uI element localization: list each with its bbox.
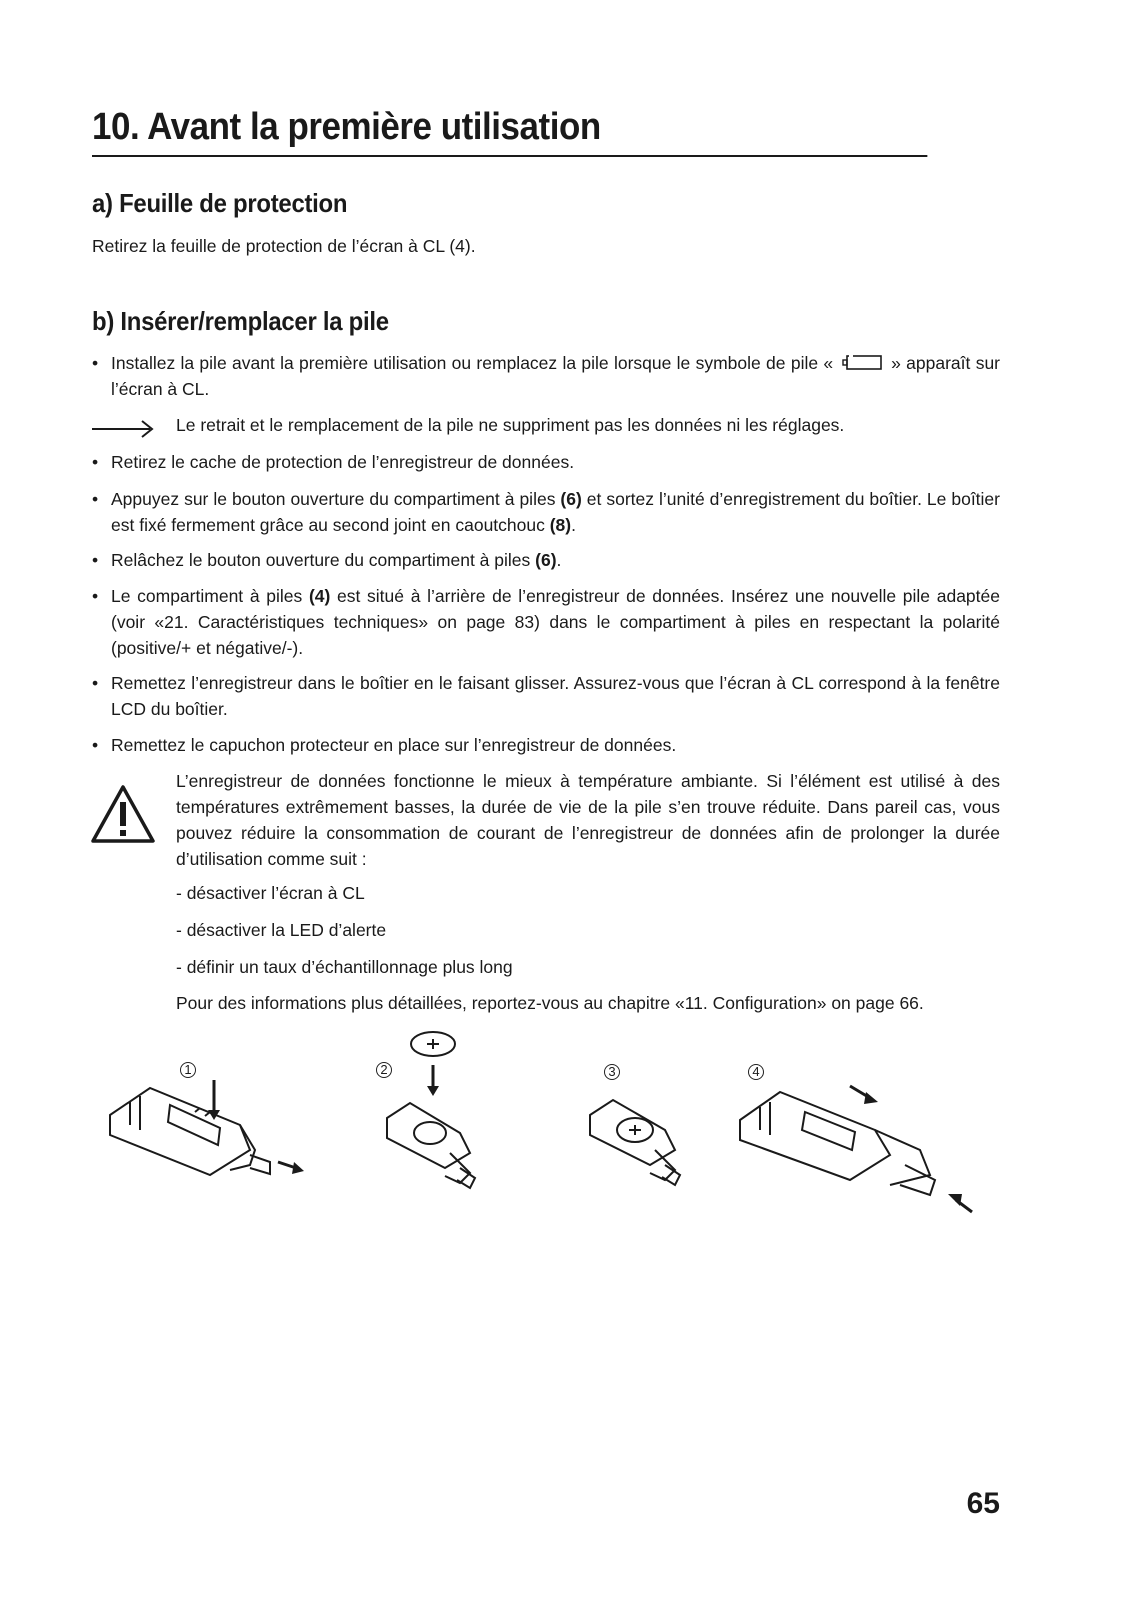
bullet-dot: • [92, 489, 99, 509]
bullet-text: . [571, 515, 576, 535]
figure-2-label: 2 [376, 1062, 392, 1078]
bullet-dot: • [92, 586, 99, 606]
bullet-open-compartment [92, 486, 1000, 538]
dash-item-lcd: - désactiver l’écran à CL [176, 883, 365, 903]
bullet-text: Retirez le cache de protection de l’enregistreur de données. [111, 452, 575, 472]
figure-1-label: 1 [180, 1062, 196, 1078]
arrow-right-icon [92, 418, 156, 440]
bullet-dot: • [92, 735, 99, 755]
bullet-text: Remettez l’enregistreur dans le boîtier en le faisant glisser. Assurez-vous que l’écran à CL correspond à la fenêtre LCD du boîtier. [111, 673, 1000, 719]
section-a-text: Retirez la feuille de protection de l’écran à CL (4). [92, 236, 476, 256]
bullet-dot: • [92, 353, 99, 373]
bullet-slide-back [92, 670, 1000, 722]
bullet-replace-cap [92, 732, 1000, 758]
ref-number: (8) [549, 515, 572, 535]
figure-2-battery-compartment [375, 1028, 495, 1198]
figure-3-label: 3 [604, 1064, 620, 1080]
bullet-dot: • [92, 452, 99, 472]
dash-item-led: - désactiver la LED d’alerte [176, 920, 387, 940]
figure-4-logger-reassembled [730, 1080, 980, 1220]
warning-icon [90, 784, 156, 844]
note-text: Le retrait et le remplacement de la pile ne suppriment pas les données ni les réglages. [176, 415, 845, 435]
ref-number: (6) [535, 550, 557, 570]
ref-number: (4) [308, 586, 331, 606]
bullet-text: Relâchez le bouton ouverture du compartiment à piles [111, 550, 536, 570]
figure-1-logger-closed [100, 1070, 315, 1195]
bullet-text-end: » apparaît sur l’écran à CL. [111, 353, 1001, 399]
page-title: 10. Avant la première utilisation [92, 106, 927, 157]
bullet-text: est situé à l’arrière de l’enregistreur de données. Insérez une nouvelle pile adaptée (voir «21. Caractéristiques techniques» on page 83) dans le compartiment à piles en respectant la polarité (positive/+ et négative/-). [111, 586, 1000, 658]
bullet-dot: • [92, 673, 99, 693]
warning-text: L’enregistreur de données fonctionne le mieux à température ambiante. Si l’élément est utilisé à des températures extrêmement basses, la durée de vie de la pile s’en trouve réduite. Dans pareil cas, vous pouvez réduire la consommation de courant de l’enregistreur de données afin de prolonger la durée d’utilisation comme suit : [176, 771, 1000, 869]
figure-4-label: 4 [748, 1064, 764, 1080]
bullet-remove-cap [92, 449, 1000, 475]
battery-low-icon [839, 354, 885, 372]
reference-text: Pour des informations plus détaillées, reportez-vous au chapitre «11. Configuration» on page 66. [176, 993, 924, 1013]
bullet-text: . [556, 550, 562, 570]
bullet-text: et sortez l’unité d’enregistrement du boîtier. Le boîtier est fixé fermement grâce au second joint en caoutchouc [111, 489, 1000, 535]
ref-number: (6) [560, 489, 582, 509]
figure-3-battery-inserted [580, 1085, 695, 1195]
page-number: 65 [966, 1487, 1000, 1520]
section-a-heading: a) Feuille de protection [92, 188, 348, 218]
bullet-install-battery [92, 350, 1000, 402]
bullet-text: Remettez le capuchon protecteur en place sur l’enregistreur de données. [111, 735, 677, 755]
bullet-text: Installez la pile avant la première utilisation ou remplacez la pile lorsque le symbole de pile « [111, 353, 834, 373]
bullet-dot: • [92, 550, 99, 570]
bullet-text: Le compartiment à piles [111, 586, 309, 606]
bullet-release-button [92, 547, 1000, 573]
bullet-text: Appuyez sur le bouton ouverture du compartiment à piles [111, 489, 561, 509]
dash-item-sampling: - définir un taux d’échantillonnage plus long [176, 957, 513, 977]
bullet-insert-battery [92, 583, 1000, 661]
section-b-heading: b) Insérer/remplacer la pile [92, 306, 389, 336]
